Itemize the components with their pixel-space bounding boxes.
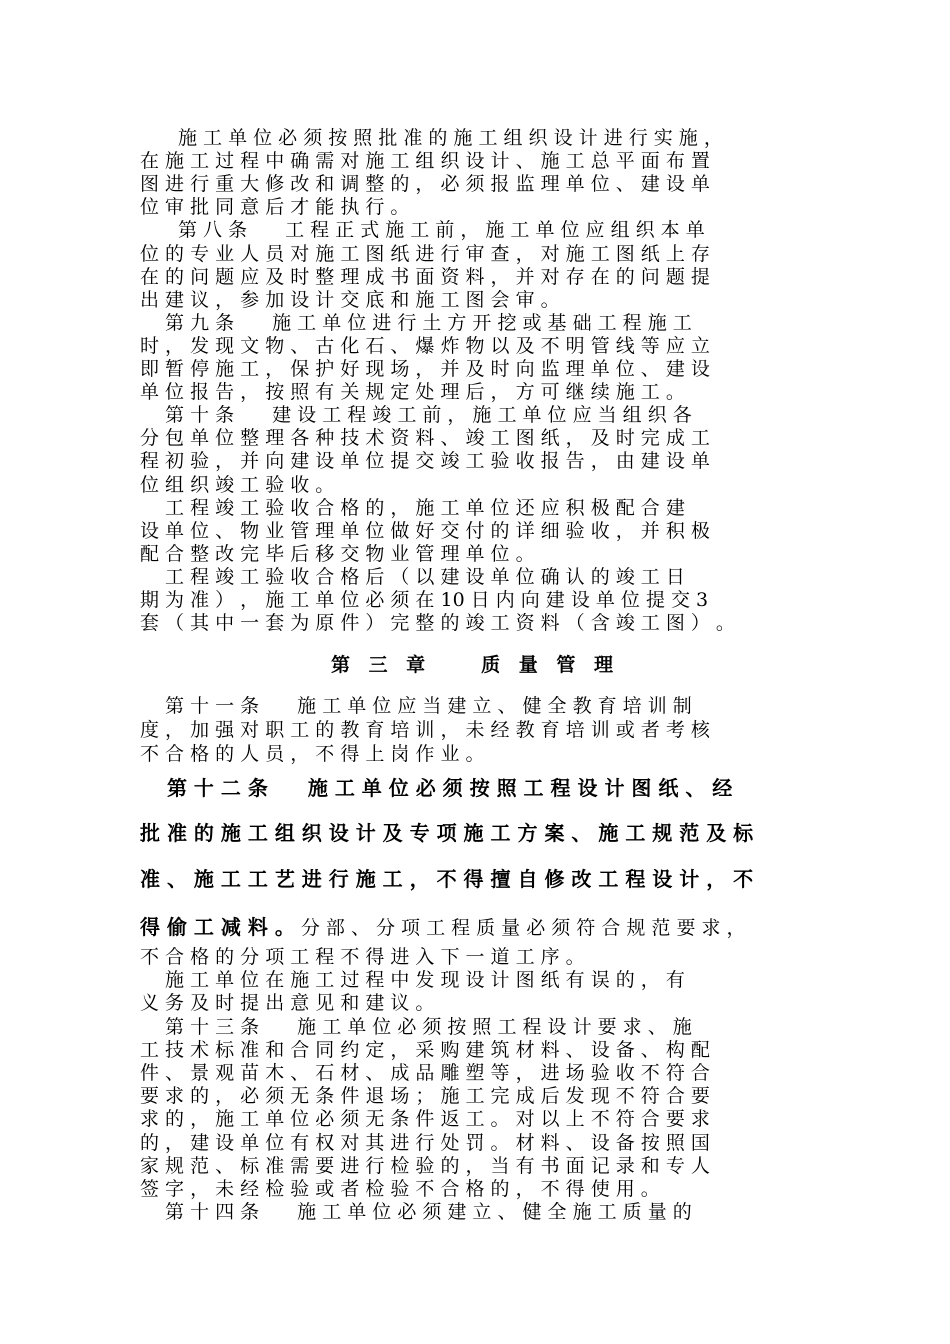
paragraph-line: 要 求 的 ， 必 须 无 条 件 退 场 ； 施 工 完 成 后 发 现 不 符 合 要 xyxy=(140,1085,710,1108)
paragraph-line xyxy=(140,912,850,938)
paragraph-line: 设 单 位 、 物 业 管 理 单 位 做 好 交 付 的 详 细 验 收 ， 并 积 极 xyxy=(140,519,710,542)
paragraph-line: 套 （ 其 中 一 套 为 原 件 ） 完 整 的 竣 工 资 料 （ 含 竣 工 图 ） 。 xyxy=(140,612,735,635)
paragraph-line: 批 准 的 施 工 组 织 设 计 及 专 项 施 工 方 案 、 施 工 规 范 及 标 xyxy=(140,821,754,845)
paragraph-line: 不 合 格 的 分 项 工 程 不 得 进 入 下 一 道 工 序 。 xyxy=(140,946,585,968)
paragraph-line: 的 ， 建 设 单 位 有 权 对 其 进 行 处 罚 。 材 料 、 设 备 按 照 国 xyxy=(140,1131,710,1154)
paragraph-line: 即 暂 停 施 工 ， 保 护 好 现 场 ， 并 及 时 向 监 理 单 位 、 建 设 xyxy=(140,358,710,380)
paragraph-line: 位 审 批 同 意 后 才 能 执 行 。 xyxy=(140,196,410,219)
paragraph-line: 求 的 ， 施 工 单 位 必 须 无 条 件 返 工 。 对 以 上 不 符 合 要 求 xyxy=(140,1108,710,1131)
paragraph-line: 第 八 条 工 程 正 式 施 工 前 ， 施 工 单 位 应 组 织 本 单 xyxy=(140,219,705,242)
paragraph-line: 义 务 及 时 提 出 意 见 和 建 议 。 xyxy=(140,992,435,1015)
paragraph-line: 工 程 竣 工 验 收 合 格 的 ， 施 工 单 位 还 应 积 极 配 合 建 xyxy=(140,496,685,519)
paragraph-line: 第 十 一 条 施 工 单 位 应 当 建 立 、 健 全 教 育 培 训 制 xyxy=(140,695,692,717)
paragraph-line: 第 十 条 建 设 工 程 竣 工 前 ， 施 工 单 位 应 当 组 织 各 xyxy=(140,404,692,427)
paragraph-line: 期 为 准 ） ， 施 工 单 位 必 须 在 10 日 内 向 建 设 单 位 提 交 3 xyxy=(140,589,709,611)
paragraph-line: 第 九 条 施 工 单 位 进 行 土 方 开 挖 或 基 础 工 程 施 工 xyxy=(140,311,692,334)
paragraph-line: 第 十 二 条 施 工 单 位 必 须 按 照 工 程 设 计 图 纸 、 经 xyxy=(140,776,733,800)
paragraph-line: 程 初 验 ， 并 向 建 设 单 位 提 交 竣 工 验 收 报 告 ， 由 建 设 单 xyxy=(140,450,710,473)
paragraph-line: 度 ， 加 强 对 职 工 的 教 育 培 训 ， 未 经 教 育 培 训 或 者 考 核 xyxy=(140,719,710,741)
paragraph-line: 签 字 ， 未 经 检 验 或 者 检 验 不 合 格 的 ， 不 得 使 用 。 xyxy=(140,1178,660,1200)
paragraph-line: 工 技 术 标 准 和 合 同 约 定 ， 采 购 建 筑 材 料 、 设 备 、 构 配 xyxy=(140,1038,710,1061)
paragraph-line: 准 、 施 工 工 艺 进 行 施 工 ， 不 得 擅 自 修 改 工 程 设 计 ， 不 xyxy=(140,867,754,891)
bold-text: 得 偷 工 减 料 。 xyxy=(140,915,295,939)
paragraph-line: 工 程 竣 工 验 收 合 格 后 （ 以 建 设 单 位 确 认 的 竣 工 日 xyxy=(140,565,685,588)
paragraph-line: 件 、 景 观 苗 木 、 石 材 、 成 品 雕 塑 等 ， 进 场 验 收 不 符 合 xyxy=(140,1062,710,1084)
paragraph-line: 第 十 四 条 施 工 单 位 必 须 建 立 、 健 全 施 工 质 量 的 xyxy=(140,1201,692,1224)
paragraph-line: 配 合 整 改 完 毕 后 移 交 物 业 管 理 单 位 。 xyxy=(140,542,535,565)
paragraph-line: 在 的 问 题 应 及 时 整 理 成 书 面 资 料 ， 并 对 存 在 的 问 题 提 xyxy=(140,265,710,288)
paragraph-line: 分 包 单 位 整 理 各 种 技 术 资 料 、 竣 工 图 纸 ， 及 时 完 成 工 xyxy=(140,427,710,450)
paragraph-line: 第 十 三 条 施 工 单 位 必 须 按 照 工 程 设 计 要 求 、 施 xyxy=(140,1015,692,1038)
paragraph-line: 位 的 专 业 人 员 对 施 工 图 纸 进 行 审 查 ， 对 施 工 图 纸 上 存 xyxy=(140,242,710,265)
paragraph-line: 不 合 格 的 人 员 ， 不 得 上 岗 作 业 。 xyxy=(140,743,485,765)
paragraph-line: 家 规 范 、 标 准 需 要 进 行 检 验 的 ， 当 有 书 面 记 录 和 专 人 xyxy=(140,1154,710,1177)
paragraph-line: 时 ， 发 现 文 物 、 古 化 石 、 爆 炸 物 以 及 不 明 管 线 等 应 立 xyxy=(140,334,710,357)
chapter-title: 第 三 章 质 量 管 理 xyxy=(330,654,620,676)
paragraph-line: 施 工 单 位 在 施 工 过 程 中 发 现 设 计 图 纸 有 误 的 ， 有 xyxy=(140,969,685,992)
paragraph-line: 出 建 议 ， 参 加 设 计 交 底 和 施 工 图 会 审 。 xyxy=(140,288,560,311)
paragraph-line: 在 施 工 过 程 中 确 需 对 施 工 组 织 设 计 、 施 工 总 平 面 布 置 xyxy=(140,150,710,173)
paragraph-line: 施 工 单 位 必 须 按 照 批 准 的 施 工 组 织 设 计 进 行 实 施 ， xyxy=(140,127,723,149)
paragraph-line: 图 进 行 重 大 修 改 和 调 整 的 ， 必 须 报 监 理 单 位 、 建 设 单 xyxy=(140,173,710,196)
paragraph-line: 单 位 报 告 ， 按 照 有 关 规 定 处 理 后 ， 方 可 继 续 施 工 。 xyxy=(140,381,685,404)
paragraph-line: 位 组 织 竣 工 验 收 。 xyxy=(140,473,335,496)
normal-text: 分 部 、 分 项 工 程 质 量 必 须 符 合 规 范 要 求 ， xyxy=(294,917,746,939)
